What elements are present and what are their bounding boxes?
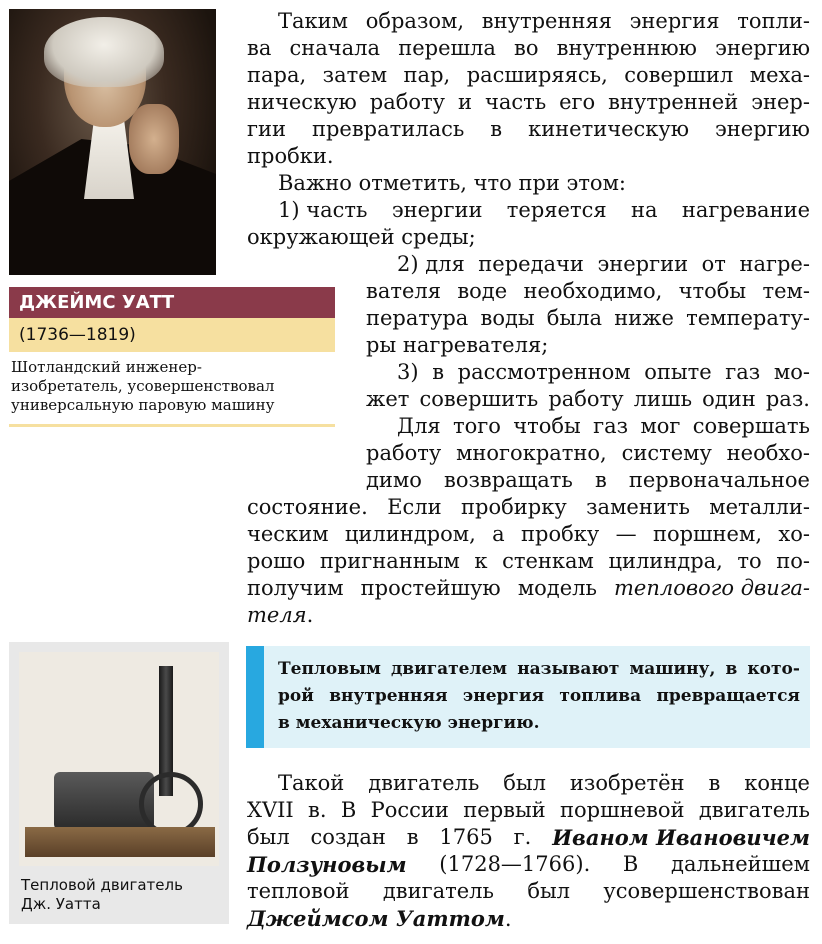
paragraph-1-line: ническую работу и часть его внутренней энер- <box>247 90 810 114</box>
paragraph-1-line: пара, затем пар, расширяясь, совершил меха- <box>247 63 810 87</box>
engine-image <box>19 652 219 866</box>
paragraph-4-line: тепловой двигатель был усовершенствован <box>247 879 810 903</box>
person-name: ДЖЕЙМС УАТТ <box>9 287 335 318</box>
paragraph-1-line: ва сначала перешла во внутреннюю энергию <box>247 36 810 60</box>
list-item-2: вателя воде необходимо, чтобы тем- <box>366 279 810 303</box>
list-item-2: ры нагревателя; <box>366 333 549 357</box>
person-bio: Шотландский инженер- изобретатель, усовершенствовал универсальную паровую машину <box>9 358 335 427</box>
paragraph-4-line: XVII в. В России первый поршневой двигатель <box>247 798 810 822</box>
paragraph-4-line: Джеймсом Уаттом. <box>247 906 512 931</box>
paragraph-3-line: димо возвращать в первоначальное <box>366 468 810 492</box>
paragraph-4-line: Ползуновым (1728—1766). В дальнейшем <box>247 852 810 877</box>
list-item-3: 3) в рассмотренном опыте газ мо- <box>397 360 810 384</box>
definition-line: Тепловым двигателем называют машину, в кото- <box>278 659 800 679</box>
paragraph-3-line: работу многократно, систему необхо- <box>366 441 810 465</box>
list-item-1: окружающей среды; <box>247 225 476 249</box>
definition-line: в механическую энергию. <box>278 713 540 733</box>
paragraph-3-line: состояние. Если пробирку заменить металли- <box>247 495 810 519</box>
definition-box <box>246 646 810 748</box>
list-item-3: жет совершить работу лишь один раз. <box>366 387 810 411</box>
list-item-2: 2) для передачи энергии от нагре- <box>397 252 810 276</box>
paragraph-3-line: получим простейшую модель теплового двига- <box>247 576 810 600</box>
list-item-2: пература воды была ниже температу- <box>366 306 810 330</box>
paragraph-3-line: рошо пригнанным к стенкам цилиндра, то по- <box>247 549 810 573</box>
paragraph-4-line: был создан в 1765 г. Иваном Ивановичем <box>247 825 810 850</box>
paragraph-3-line: теля. <box>247 603 314 627</box>
engine-figure <box>9 642 229 924</box>
paragraph-1-line: гии превратилась в кинетическую энергию <box>247 117 810 141</box>
paragraph-4-line: Такой двигатель был изобретён в конце <box>278 771 810 795</box>
paragraph-3-line: Для того чтобы газ мог совершать <box>397 414 810 438</box>
portrait-image <box>9 9 216 275</box>
paragraph-2: Важно отметить, что при этом: <box>278 171 626 195</box>
paragraph-3-line: ческим цилиндром, а пробку — поршнем, хо- <box>247 522 810 546</box>
paragraph-1-line: Таким образом, внутренняя энергия топли- <box>278 9 810 33</box>
list-item-1: 1) часть энергии теряется на нагревание <box>278 198 810 222</box>
definition-line: рой внутренняя энергия топлива превращается <box>278 686 800 706</box>
person-years: (1736—1819) <box>9 318 335 352</box>
paragraph-1-line: пробки. <box>247 144 334 168</box>
engine-caption: Тепловой двигатель Дж. Уатта <box>21 876 183 913</box>
